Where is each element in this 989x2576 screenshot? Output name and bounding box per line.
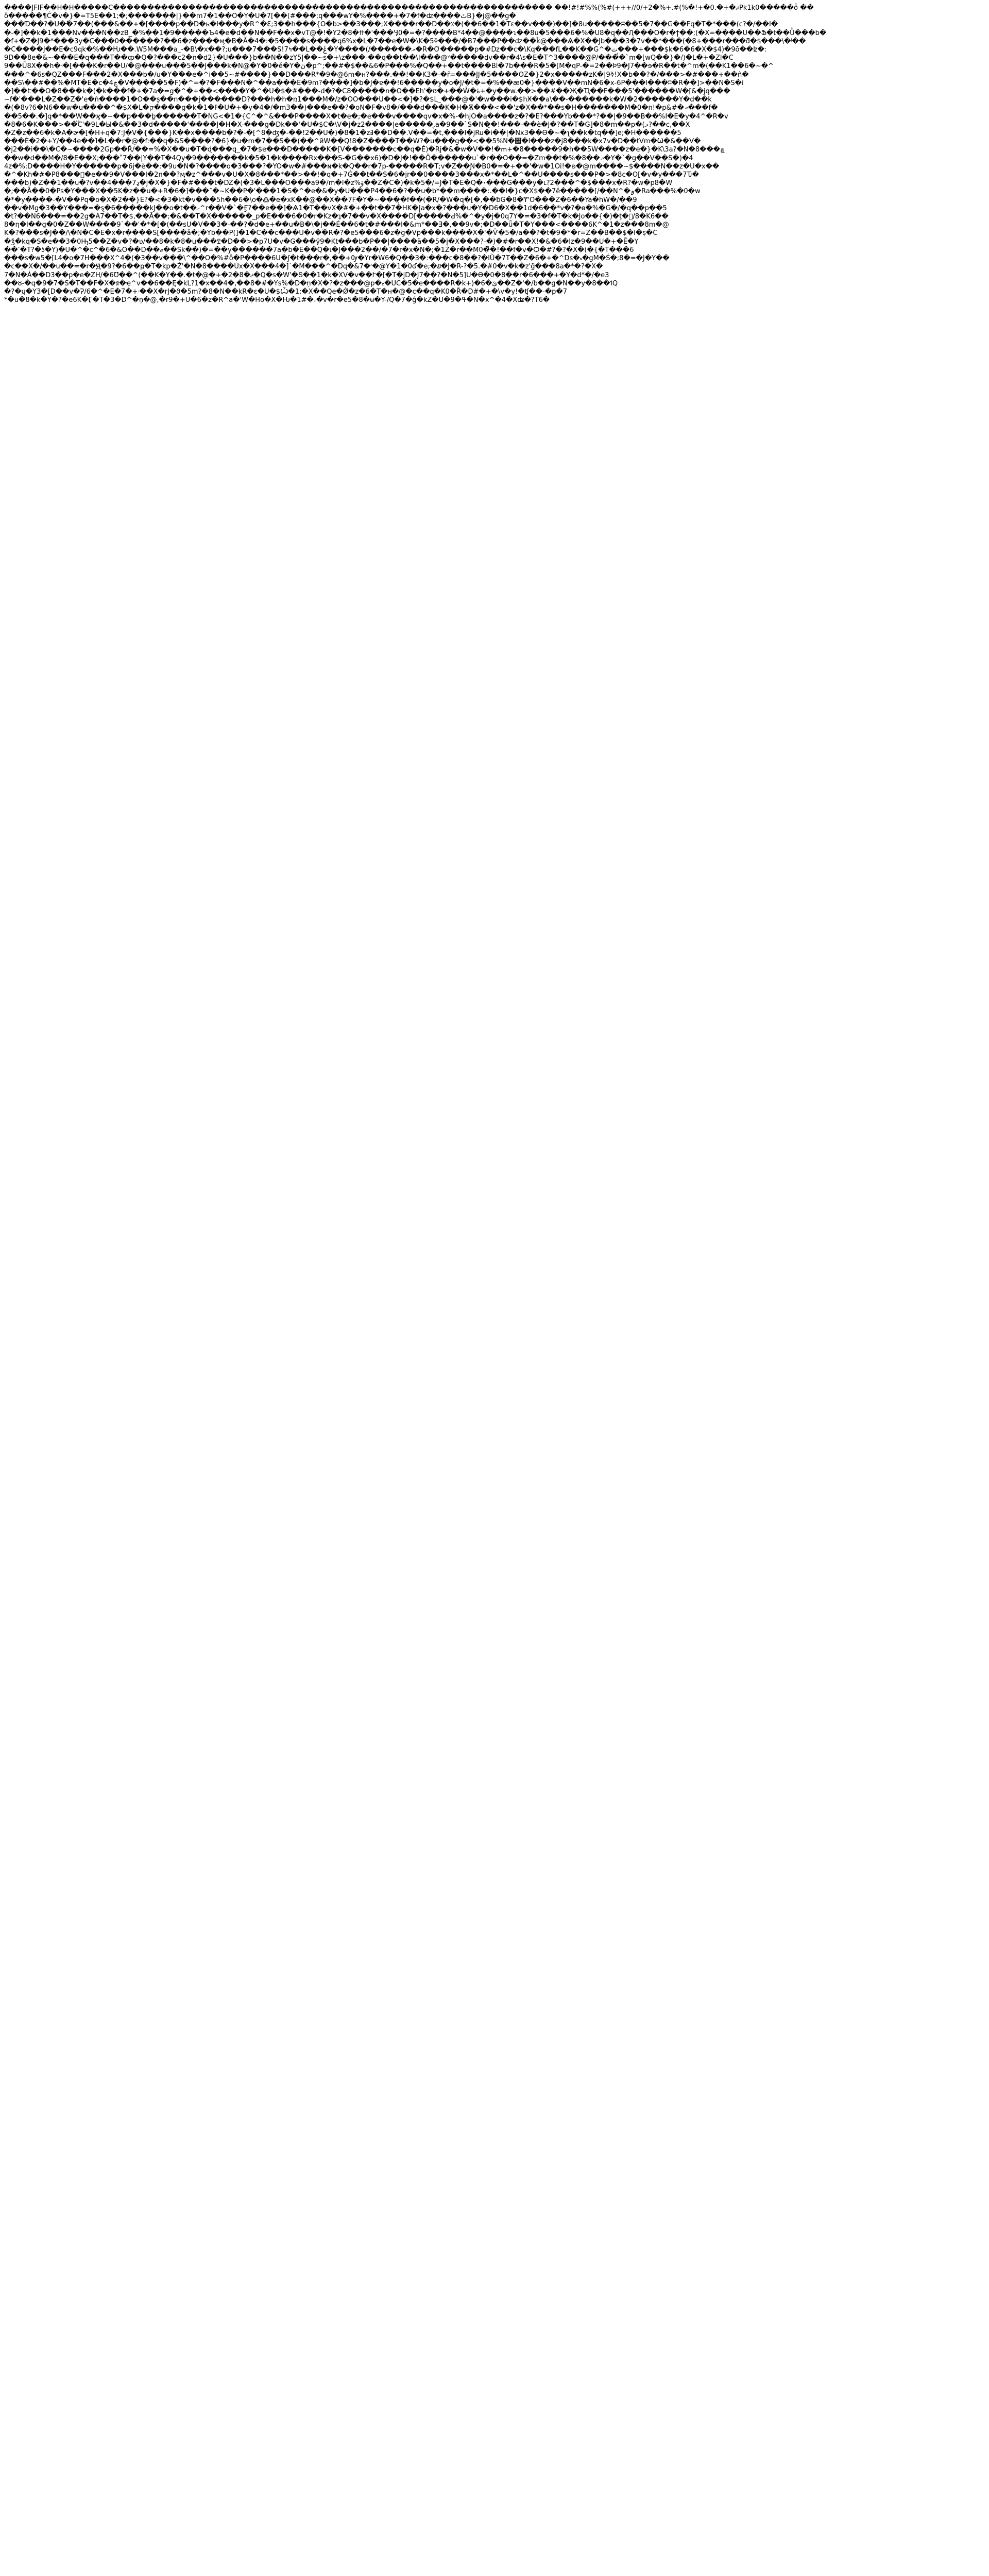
raw-binary-text: ����JFIF��H�H�����C���������������������������������������������������������������� ��!#!#%%(%#(+++//0/+2�%+.#(%�!+�ޡ�+�.0Pk1k0�����ȫ �� ȫ�����¶Ĉ�v�}�=T5E��1;�;����ޯ���|}��m7�1��O�Y�U�7[��(#���;q���wY�%����+�7�f�ʣ����ٿB}�j@��g� ���Ɗ��?�U�ٗ�7��(���&��+�[����p��D�ь�l���y�R^�Ԑ;3��h���{O�b>��3���;X����r��D��٪�(��6��1�Tε��v���)��]�8u�����ʭ��5�7��G��Fq�T�*���(c?�/��Ӏ� �-�]��k�1���Nv���N��zB_�%��1�9�����Ъ4�e�d��N��F��x�vT@�!�Y2�ߚ�8�'���Ӌ0�=�?����B*4��@����ɿ��8u�5���6�%�U8�q��Ԯ���O�r�ϯ��;(�X=����U��Ֆ�t��Ǜ���b� �f+�Z�J9�*���3y�C���0������?��6�z����ӎ�B�Ӑ�4�:�5����s����q6%x�L�7��e�W�\K�ߧ5���/�Ƀ7���P��ǳ��ǩ@���Ѧ�X��Jb���3�7v��*���(�8+���r���ƌ�$���\�ʲ�� �C����J��E�c9qk�%��Ƕ��.W5M���a_-�B\�x��?;u���7���S!ߤ7��L��ݟ�Y����(/������ރ�R�Ơ�����p�#ǲ��c�\Kq���fL��K��Gܿ^�ث���+���$k�6�6�X�$4)�9ō��ʫ�: 9D��8e�&~���E�q���T��ȹ�Q�?���c2�n�d2}�U���}b��N��zY5|��~s�+\z���-��q��t��\I���@ʸ�����dv��r�4\s�E�T^3����@P/���̈́�`m�[wQ��}�/)�L�+�Zl�C 9��Ǘ8X��h�ʵ�[���K�r��U/�@���u���5��J���k�N@�Y�0�ě�Y�ڽ�p^;��#�$��&6�P���%�Q��+��t����Bl�7b���R�5�[M�qP-�=2��Ϸ9�J7��ɘ�R��t�^m�(��K1��6�~�^ ���^�6s�QZ���F���2�X���b�/u�Y�߳��e�^i��5~#����}��D���R*�9�@6m�ʜ?���.��!��K3�-�ȓ=���JJ�5����OZ�}2�x�����zK�|ߢ9!X�b��?�/���>�#���+��ǹ� ��S\��#��%�MT�E�c�4ڿ�V�����5�F)�^=�?�F���N�^��a���E�9m?����]�b�Ј�ɐ��!6�����y�o�J/�t�=�%��ӕ0�}����V��mN�6�x-6P���l���ʭ�R��]>��N�S�i �]��Է��O�8���k�(�k���f�+�7a�=g�^�+��<����Y�^�U�$�#���-d�?�C8�����n�O��Eh'�ʊ�+��Ŵ�ۀ+�y��w.��>��#��Җ�Ҵ��F���5'������W�[&�jq��� ~f�'���L�Z��Z�'e�ǹ����1�O��ș��n���j������D?���h�h�ռ1���M�/z�OO���U��<�]�?�$L_���@�'�w���i�$hӾ��a\��-������k�W�2������Y�d��k �(�8v?6�N6��w�u����^�$X�L�ק����g�k�ߓ�1�U�+�y�4�/�m3��)���e��?�oN�F�v8�/���d���K�H�Ѫ���<��'z�X��*��s�H�������M�0�n!�p&#�ރ���f� ��5��.�]q�*��W��ϗ�~��p���ֳb������T�NG<�1�{C^�^&���P����X�t�e�;�e���v����qv�x�%-�hjO�a����z�?�E?���Yb���*?��|�9��B��%I�E�y�4^�R�v �8�6�K���>��֟C'�9L�Ы�&��3�d�����'����J�H�X-���g�Dk��'�U�$C�\V�j�z2����|e�����,̖a�9��`S�N�͎�!���-��ѐ�J�?��T�G]�8�m��p�(ލ?��c,��X �Z�z��6�k�A�ɚ�[�H+q�7:J�V�{���}K��x����b�?�-�[^8�ʤ�-��!2��U�)�8�1�zߥ��D��.V��=�t,���l�jRu�i��|�Nx3��Ɵ�~�ʅ��k�tq��]e;�H������5 ���Ė�2�+Y/��4e��Ί�L��r�@�f:��q�&S����?�6}�u�m�7��S��(��^ӣW��Q!8�Z����T��W?�u���g��<��5%N�֋�l���z�ϳ8���k�x7v�D��tVm�Ѡ�&��V� �j2��i��\�C�~����2Gp��Ř/��=%�X��u�T�ɖ���q_�7�$e���D�����K�[V�������c��q�Ѐ)�Rj�&�w�V��!�ՠ+�8�����9�h��5W����z�e�}�K\3a?�N�8���ڇ ��w�d��M�/8�E��X;���ʺ7��|Y��T�4Qy�9�������k�5�1�k����Rx���S-�G��x6)�D�J�!��Ӧ������u`�r��O��=�Zm��t�%�ޛ��8�Y�ˇ�g��V��S�)�4 4z�%;D����H�Y������p�6j�ѐ��:�9u�N�?����o�3���?�YO�w�#���ɴ�k�Q��r�7p-�����R�T;v�Z��Ɲ�B0�=�+��'�w�1Oi!�ʚ�@m����~$����N��z�U�x�� �^�Kh�#�P8���ͩ�e��9�V���l�2n��?ӎ�z^���v�U�X�8���*��>��!�q�+7Ǵ��t��S�6�jr��0����3���x�*��L�^��U����s�ٛ��P�>�8c�O[�v�y���7Ԏ� ���b)�Z��1��u�?v��4���ډ7�j�X�}�F�#���t�Ǳ�(�3�L���O���a9�/m�I�z%ۆ��Z�C�)�k�5�/=J�T�E�Q�˔���G���y�ւ?2���^�$���x�R?�w�p8�W �;��Ȁ��0�Ps�Y���X��5K�z��u�+R�6�]���ˉ�~K��P�'���1�S�^�e�&�y�U���P4��6�?��u�b*��m����:.��I�}c�X$��7ё�����[/��N^�ۄ�Ra���%�0�w �*�y����-�V��Pq�o�X�2��}E?�<�3�kt�v���5h��6�\o�߷�e�xK��@��X��7F�Y�~���̦�f��(�R/�W�q�[�,��ƀG�8�Ɏ'O���Z�6��Ya�hW�/��9 ��v�Mg�3��Y���=�ȿ�6�����kJ��o�t��ހ^r��V�`�Ӻ?��e��]�Ѧ1�T��vX�#�+��t��7�HK�|a�x�?���u�Y�D6�X��1d�6��*v�?�ɵ�%�G�/�q��p��5 �t?��N6���=��2g�A7��T�$,��Ă��;�&��T�X������_p�E���6�0�r�Kz�ʇ�7��v�X����D[�����Ԁ%�^�y�j�0q7Y�=�3�f�T�k�Jo��{�)�ț�ͤ/8�K6�� 8�ղ�l��g�0�Z��W����9`��ʿ�*�[�(��sU�V��3�-��?�d�e+��u�B�\�j��Ѐ��6�t�#���l�&m*��Ǝ�,��9v�;�D��ǖ�T�Y���<����6K^�1�z���8m�@ K�?��ޯ�s�J��/\�N�C�E�x�r����S[����ǎ�;�Yb��P(]�1�C��c���U�v�ۚ�R�?�e5���6�z�g�Vp���k����X�'�Ѷ�5�/a��?�t�9�*�r=Z��B��$�I�ș�C �ǯ�kq�S�e��3�0Ԣ5��Z�v�?�ʋ/��8�k�8�u���ߐ�D��>�p7U�v�G���ÿ9�Kt���b�P��|����ӓ��5�j�X���?-�)�#�r��X!�&�6�lz�9��U�+�Ĕ�Y ��ߵ�T?�ƾ�Y)�U�^�c^�6�&O��D��ޒ��Sk��)�=��y������7a�b�E��Q�ι�J���2��/�7�r�x�N�;�1Ż�r��M0�̊�!��f�v�Ѻ�#?�?�X�(�{�T���6 ���s�w5�[L4�o�7H���X^4�(�3��v���\^��O�%#ȍ�P����6U�ʃ�t���r�,��+Ѹ�Yr�W6�Q��3�:���c�8��?�lŬ�7T��Z�6�+�^Ds�ޑ�gM�Ś�;8�=�J�Y�� �c�ۭ�X�/��u��=�r�Ԭ�9?�6��ҏ�T�kp�Ž'�N�8����Ux�X���4�]`�M���^�Dq�&7�ʳ�@Y�1�0ʛ�e;�ݿ�J�R-?�5.�#0�v�k�z'ğ���8a�*�?�X� 7�N�Ȧ��D3��p�e�ZH/�6Ʊ��^(��K�Y��.�t�@�+�2�8�ޣ�Q�s�W'�Տ��1�k�XV�v��Ւ�[�T�jD�J7��?�N�5]U�ϴ�0�8��r�6���+�Y�d*�/�e3 ��ȣ-�q�9�7�S�T��F�X�ʬ�ҿ^v��6��Ę�kL?1�x��4�,��8�#�Ys%�D�ņ�X�?�z���@p�ޱ�UC�5�e����R�k+)�6�ێ��Z�'�/b��g�N��y�8��ߗQ �?�ɥ�Y3�[D��v�Ɂ/6�^�E�7�+ۥ��X�rJ�ϑ�5m?�8�N��kR�ɛ�U�$Ѽ�1;�X��Qe�Ǿ�z�6�T�ʜ�@�c��q�K0�Ř�D#�+�\v�y!�ʧ��-�p�7 *�u�8�k�Y�?�e6K�Ӷ�T�3�D^�ņ�@,�r9�+U�6�z�R^a�'Ԝ�Ho�X�Ƕ�1#�ۦ�v�r�e5�8�ʉ�Y-/Q�7�ǵ�kZ�U�ߟ�9�N�x^�4�Xʥ�?T6� [4, 4, 827, 304]
